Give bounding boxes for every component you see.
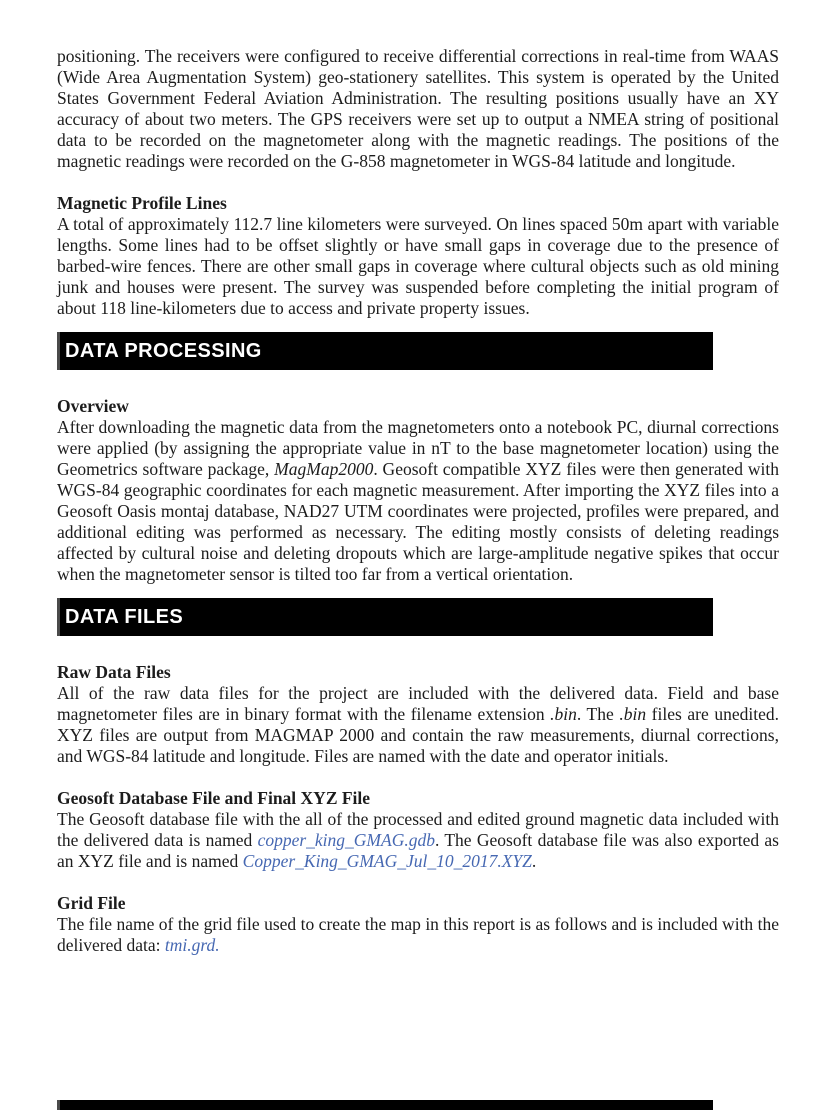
grid-file-paragraph <box>57 914 779 956</box>
file-name-link[interactable]: Copper_King_GMAG_Jul_10_2017.XYZ <box>242 851 532 871</box>
page-content <box>57 46 779 956</box>
text-segment: . The <box>576 704 620 724</box>
text-segment: .bin <box>619 704 647 724</box>
raw-data-files-paragraph <box>57 683 779 767</box>
text-segment: files are unedited. XYZ files are output from MAGMAP 2000 and contain the raw measurements, diurnal corrections, and WGS-84 latitude and longitude. Files are named with the date and operator initials. <box>57 704 779 766</box>
text-segment: .bin <box>550 704 577 724</box>
intro-paragraph <box>57 46 779 172</box>
text-segment: A total of approximately 112.7 line kilometers were surveyed. On lines spaced 50m apart with variable lengths. Some lines had to be offset slightly or have small gaps in coverage due to the presence of barbed-wire fences. There are other small gaps in coverage where cultural objects such as old mining junk and houses were present. The survey was suspended before completing the initial program of about 118 line-kilometers due to access and private property issues. <box>57 214 779 318</box>
text-segment: . Geosoft compatible XYZ files were then generated with WGS-84 geographic coordinates for each magnetic measurement. After importing the XYZ files into a Geosoft Oasis montaj database, NAD27 UTM coordinates were projected, profiles were prepared, and additional editing was performed as necessary. The editing mostly consists of deleting readings affected by cultural noise and deleting dropouts which are large-amplitude negative spikes that occur when the magnetometer sensor is tilted too far from a vertical orientation. <box>57 459 779 584</box>
file-name-link[interactable]: tmi.grd. <box>164 935 220 955</box>
subsection-heading-overview: Overview <box>57 396 129 416</box>
subsection-heading-raw-data-files: Raw Data Files <box>57 662 171 682</box>
text-segment: . <box>531 851 537 871</box>
text-segment: . The Geosoft database file was also exported as an XYZ file and is named <box>57 830 779 871</box>
subsection-heading-grid-file: Grid File <box>57 893 126 913</box>
text-segment: positioning. The receivers were configured to receive differential corrections in real-time from WAAS (Wide Area Augmentation System) geo-stationery satellites. This system is operated by the United States Government Federal Aviation Administration. The resulting positions usually have an XY accuracy of about two meters. The GPS receivers were set up to output a NMEA string of positional data to be recorded on the magnetometer along with the magnetic readings. The positions of the magnetic readings were recorded on the G-858 magnetometer in WGS-84 latitude and longitude. <box>57 46 779 171</box>
text-segment: MagMap2000 <box>274 459 374 479</box>
text-segment: After downloading the magnetic data from the magnetometers onto a notebook PC, diurnal corrections were applied (by assigning the appropriate value in nT to the base magnetometer location) using the Geometrics software package, <box>57 417 779 479</box>
subsection-heading-geosoft-database: Geosoft Database File and Final XYZ File <box>57 788 371 808</box>
text-segment: All of the raw data files for the project are included with the delivered data. Field and base magnetometer files are in binary format with the filename extension <box>57 683 779 724</box>
section-header-data-processing <box>57 332 713 370</box>
text-segment: The Geosoft database file with the all of the processed and edited ground magnetic data included with the delivered data is named <box>57 809 779 850</box>
file-name-link[interactable]: copper_king_GMAG.gdb <box>257 830 435 850</box>
section-header-label: DATA FILES <box>65 605 184 628</box>
section-header-label: DATA PROCESSING <box>65 339 262 362</box>
section-header-partial-cutoff <box>57 1100 713 1110</box>
text-segment: The file name of the grid file used to create the map in this report is as follows and is included with the delivered data: <box>57 914 779 955</box>
subsection-heading-magnetic-profile-lines: Magnetic Profile Lines <box>57 193 227 213</box>
magnetic-profile-paragraph <box>57 214 779 319</box>
overview-paragraph <box>57 417 779 585</box>
section-header-data-files <box>57 598 713 636</box>
geosoft-database-paragraph <box>57 809 779 872</box>
